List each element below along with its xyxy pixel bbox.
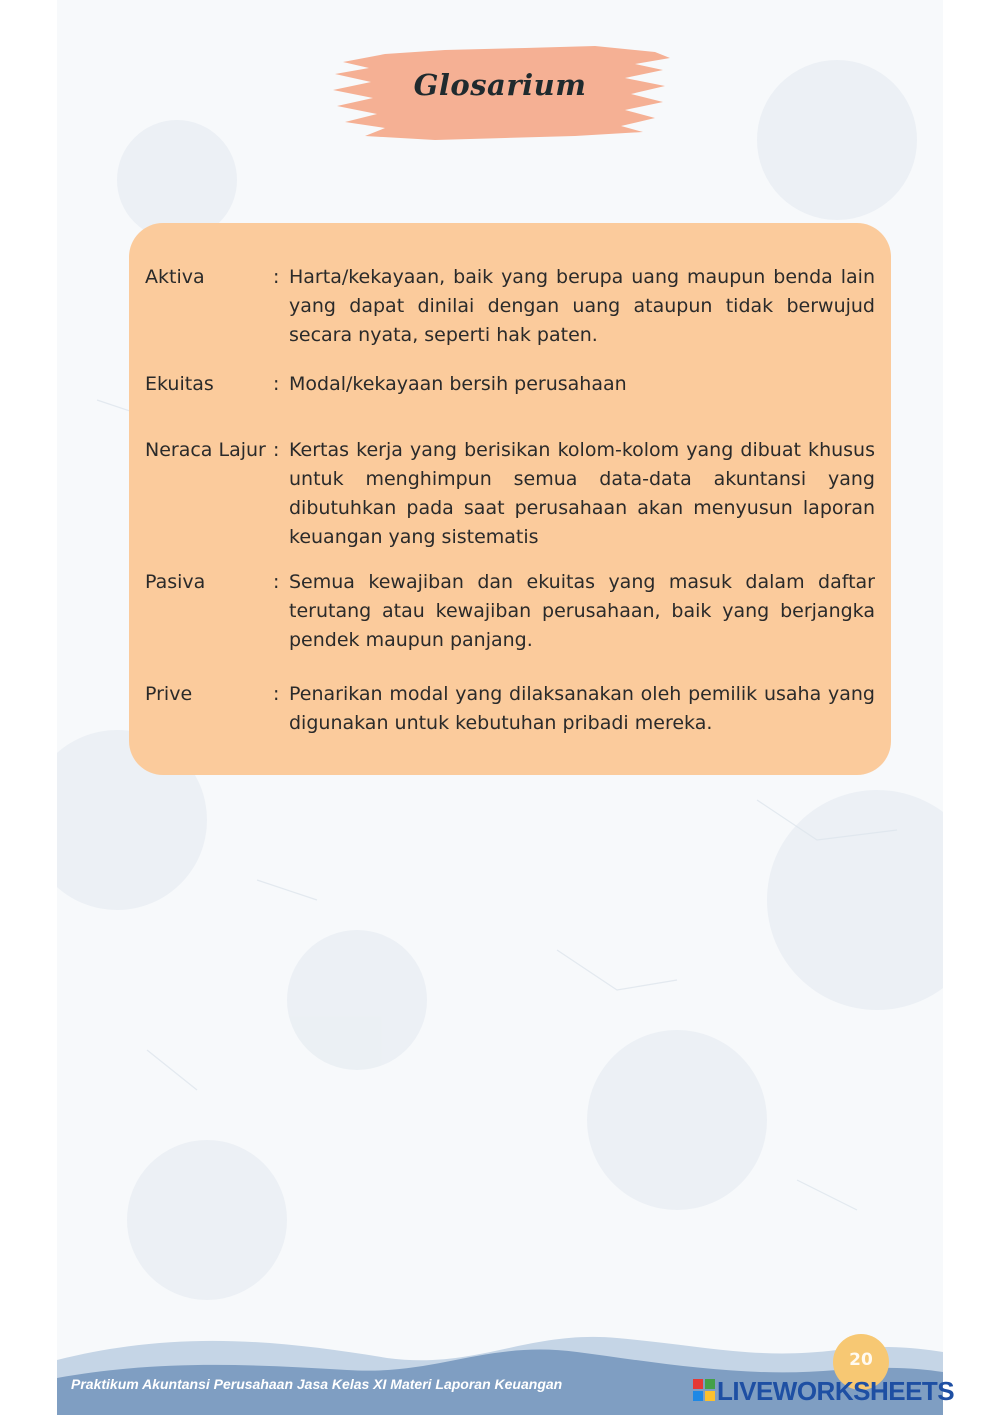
glossary-entry-ekuitas bbox=[145, 370, 875, 400]
glossary-term: Prive bbox=[145, 683, 193, 705]
liveworksheets-logo[interactable] bbox=[693, 1376, 993, 1406]
glossary-term: Pasiva bbox=[145, 571, 206, 593]
glossary-colon: : bbox=[273, 683, 280, 705]
document-page bbox=[57, 0, 943, 1415]
glossary-entry-pasiva bbox=[145, 568, 875, 658]
footer-caption: Praktikum Akuntansi Perusahaan Jasa Kelas XI Materi Laporan Keuangan bbox=[71, 1376, 563, 1392]
glossary-definition: Semua kewajiban dan ekuitas yang masuk dalam daftar terutang atau kewajiban perusahaan, baik yang berjangka pendek maupun panjang. bbox=[289, 571, 875, 651]
page-title: Glosarium bbox=[413, 68, 587, 102]
glossary-definition: Modal/kekayaan bersih perusahaan bbox=[289, 373, 627, 395]
glossary-entry-aktiva bbox=[145, 263, 875, 353]
page-number-badge: 20 bbox=[833, 1334, 889, 1390]
glossary-entry-prive bbox=[145, 680, 875, 740]
glossary-term: Aktiva bbox=[145, 266, 205, 288]
glossary-colon: : bbox=[273, 266, 280, 288]
glossary-definition: Kertas kerja yang berisikan kolom-kolom yang dibuat khusus untuk menghimpun semua data-data akuntansi yang dibutuhkan pada saat perusahaan akan menyusun laporan keuangan yang sistematis bbox=[289, 439, 875, 548]
glossary-definition: Penarikan modal yang dilaksanakan oleh pemilik usaha yang digunakan untuk kebutuhan pribadi mereka. bbox=[289, 683, 875, 734]
logo-wordmark: LIVEWORKSHEETS bbox=[717, 1376, 955, 1406]
glossary-entry-neraca-lajur bbox=[145, 436, 875, 554]
glossary-colon: : bbox=[273, 439, 280, 461]
glossary-term: Ekuitas bbox=[145, 373, 214, 395]
logo-grid-icon bbox=[693, 1379, 715, 1401]
glossary-colon: : bbox=[273, 571, 280, 593]
glossary-colon: : bbox=[273, 373, 280, 395]
glossary-definition: Harta/kekayaan, baik yang berupa uang maupun benda lain yang dapat dinilai dengan uang ataupun tidak berwujud secara nyata, seperti hak paten. bbox=[289, 266, 875, 346]
glossary-box bbox=[129, 223, 891, 775]
glossary-term: Neraca Lajur bbox=[145, 439, 266, 461]
